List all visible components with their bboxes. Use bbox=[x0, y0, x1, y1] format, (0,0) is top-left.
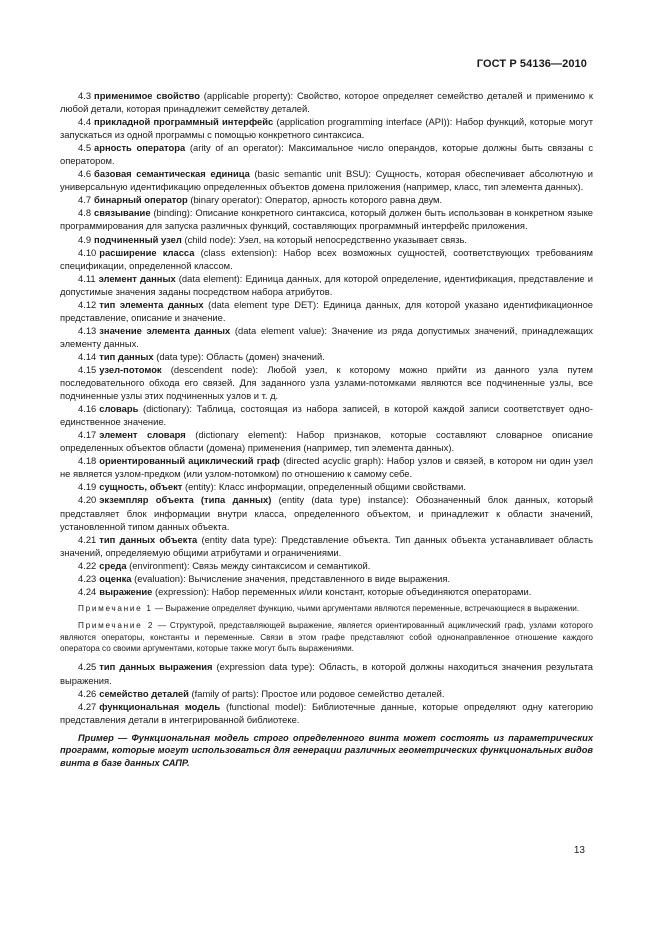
definitions-body bbox=[60, 89, 593, 769]
definition-number: 4.10 bbox=[78, 246, 97, 258]
definition-item bbox=[60, 559, 593, 572]
definition-text: (environment): Связь между синтаксисом и семантикой. bbox=[126, 559, 371, 571]
definition-number: 4.27 bbox=[78, 700, 97, 712]
definition-term: значение элемента данных bbox=[99, 324, 231, 336]
definition-term: экземпляр объекта (типа данных) bbox=[99, 494, 272, 506]
definition-text: (binding): Описание конкретного синтаксиса, который должен быть использован в конкретном языке программирования для запуска различных функций, составляющих программный интерфейс приложения. bbox=[60, 207, 593, 232]
definition-term: базовая семантическая единица bbox=[94, 168, 250, 180]
definition-text: (dictionary): Таблица, состоящая из набора записей, в которой каждой записи соответствует одно-единственное значение. bbox=[60, 403, 593, 428]
definition-term: арность оператора bbox=[94, 142, 186, 154]
definition-text: (applicable property): Свойство, которое определяет семейство деталей и применимо к любой детали, которая принадлежит семейству деталей. bbox=[60, 90, 593, 115]
definition-text: (arity of an operator): Максимальное число операндов, которые должны быть связаны с оператором. bbox=[60, 142, 594, 167]
definition-term: расширение класса bbox=[99, 246, 195, 258]
definitions-list-a bbox=[60, 89, 593, 598]
definition-item bbox=[60, 89, 593, 115]
definition-text: (dictionary element): Набор признаков, которые составляют словарное описание определенных объектов области (домена) применения (например, тип элемента данных). bbox=[60, 429, 594, 454]
definition-number: 4.19 bbox=[78, 481, 97, 493]
notes-list bbox=[60, 603, 593, 655]
document-standard-id: ГОСТ Р 54136—2010 bbox=[476, 58, 587, 70]
definition-item bbox=[60, 533, 593, 559]
definition-text: (functional model): Библиотечные данные, которые определяют одну категорию представления детали в интегрированной библиотеке. bbox=[60, 700, 593, 725]
definition-number: 4.20 bbox=[78, 494, 97, 506]
definition-item bbox=[60, 350, 593, 363]
definition-text: (expression data type): Область, в которой должны находиться значения результата выражения. bbox=[60, 661, 594, 686]
definition-item bbox=[60, 428, 593, 454]
definition-term: функциональная модель bbox=[99, 700, 221, 712]
note-text: — Выражение определяет функцию, чьими аргументами являются переменные, встречающиеся в выражении. bbox=[152, 603, 580, 613]
definition-text: (entity): Класс информации, определенный общими свойствами. bbox=[182, 481, 466, 493]
definition-item bbox=[60, 298, 593, 324]
definition-item bbox=[60, 115, 593, 141]
definition-number: 4.15 bbox=[78, 363, 97, 375]
definition-text: (data type): Область (домен) значений. bbox=[153, 350, 325, 362]
definition-number: 4.6 bbox=[78, 168, 92, 180]
definition-term: ориентированный ациклический граф bbox=[99, 455, 280, 467]
definition-number: 4.13 bbox=[78, 324, 97, 336]
definition-text: (class extension): Набор всех возможных сущностей, соответствующих требованиям спецификации, определенной классом. bbox=[60, 246, 594, 271]
definition-term: сущность, объект bbox=[99, 481, 183, 493]
definition-number: 4.23 bbox=[78, 572, 97, 584]
note-text: — Структурой, представляющей выражение, является ориентированный ациклический граф, узлами которого являются операторы, константы и переменные. Связи в этом графе представляют собой однонаправленное отношение каждого оператора со своими аргументами, которые также могут быть выражениями. bbox=[60, 621, 593, 654]
definition-number: 4.26 bbox=[78, 687, 97, 699]
note-item bbox=[60, 603, 593, 614]
definition-item bbox=[60, 324, 593, 350]
definition-term: элемент данных bbox=[98, 272, 176, 284]
definition-text: (evaluation): Вычисление значения, представленного в виде выражения. bbox=[131, 572, 451, 584]
definition-number: 4.24 bbox=[78, 585, 97, 597]
definitions-list-b bbox=[60, 660, 593, 725]
definition-item bbox=[60, 660, 593, 686]
definition-item bbox=[60, 493, 593, 532]
definition-term: среда bbox=[99, 559, 127, 571]
note-label: Примечание 2 bbox=[78, 621, 155, 631]
definition-term: прикладной программный интерфейс bbox=[94, 116, 274, 128]
definition-text: (binary operator): Оператор, арность которого равна двум. bbox=[187, 194, 443, 206]
note-label: Примечание 1 bbox=[78, 603, 153, 613]
definition-item bbox=[60, 206, 593, 232]
definition-item bbox=[60, 167, 593, 193]
definition-item bbox=[60, 572, 593, 585]
definition-term: применимое свойство bbox=[94, 90, 200, 101]
definition-text: (application programming interface (API)): Набор функций, которые могут запускаться из одной программы с помощью конкретного синтаксиса. bbox=[60, 116, 593, 141]
definition-text: (expression): Набор переменных и/или констант, которые объединяются операторами. bbox=[152, 585, 532, 597]
definition-text: (family of parts): Простое или родовое семейство деталей. bbox=[188, 687, 445, 699]
definition-text: (data element): Единица данных, для которой определение, идентификация, представление и допустимые значения заданы посредством набора атрибутов. bbox=[60, 272, 593, 297]
definition-term: бинарный оператор bbox=[94, 194, 188, 206]
definition-term: тип данных bbox=[99, 350, 154, 362]
definition-text: (basic semantic unit BSU): Сущность, которая обеспечивает абсолютную и универсальную идентификацию определенных объектов домена приложения (например, класс, тип элемента данных). bbox=[60, 168, 593, 193]
definition-number: 4.22 bbox=[78, 559, 97, 571]
definition-number: 4.11 bbox=[78, 272, 96, 284]
definition-term: тип данных объекта bbox=[99, 533, 198, 545]
definition-term: элемент словаря bbox=[99, 429, 186, 441]
definition-item bbox=[60, 193, 593, 206]
definition-text: (data element type DET): Единица данных, для которой указано идентификационное представление, описание и значение. bbox=[60, 298, 593, 323]
definition-item bbox=[60, 272, 593, 298]
definition-number: 4.4 bbox=[78, 116, 92, 128]
definition-item bbox=[60, 246, 593, 272]
definition-number: 4.17 bbox=[78, 429, 97, 441]
definition-number: 4.21 bbox=[78, 533, 97, 545]
definition-text: (child node): Узел, на который непосредственно указывает связь. bbox=[181, 233, 468, 245]
definition-text: (entity data type): Представление объекта. Тип данных объекта устанавливает область значений, определяемую общими атрибутами и ограничениями. bbox=[60, 533, 593, 558]
definition-text: (descendent node): Любой узел, к которому можно прийти из данного узла путем последовательного обхода его связей. Для заданного узла узлами-потомками являются все подчиненные узлы, все подчиненные узлы этих подчиненных узлов и т. д. bbox=[60, 363, 593, 402]
note-item bbox=[60, 620, 593, 654]
definition-term: тип данных выражения bbox=[99, 661, 213, 673]
definition-number: 4.7 bbox=[78, 194, 92, 206]
definition-term: тип элемента данных bbox=[99, 298, 204, 310]
definition-term: связывание bbox=[94, 207, 151, 219]
definition-term: семейство деталей bbox=[99, 687, 189, 699]
definition-text: (directed acyclic graph): Набор узлов и связей, в котором ни один узел не является узлом-предком (или узлом-потомком) по отношению к самому себе. bbox=[60, 455, 594, 480]
definition-item bbox=[60, 141, 593, 167]
definition-item bbox=[60, 402, 593, 428]
definition-item bbox=[60, 700, 593, 726]
definition-text: (data element value): Значение из ряда допустимых значений, принадлежащих элементу данных. bbox=[60, 324, 593, 349]
definition-item bbox=[60, 687, 593, 700]
definition-term: узел-потомок bbox=[99, 363, 162, 375]
definition-number: 4.12 bbox=[78, 298, 97, 310]
definition-item bbox=[60, 454, 593, 480]
definition-number: 4.25 bbox=[78, 661, 97, 673]
page-number: 13 bbox=[573, 845, 585, 856]
definition-item bbox=[60, 233, 593, 246]
definition-item bbox=[60, 363, 593, 402]
definition-number: 4.14 bbox=[78, 350, 97, 362]
definition-number: 4.3 bbox=[78, 90, 92, 101]
definition-number: 4.16 bbox=[78, 403, 97, 415]
definition-term: выражение bbox=[99, 585, 153, 597]
definition-term: словарь bbox=[99, 403, 139, 415]
definition-item bbox=[60, 585, 593, 598]
definition-text: (entity (data type) instance): Обозначенный блок данных, который представляет блок информации внутри класса, определенного объектом, и принадлежит к области значений, установленной типом данных объекта. bbox=[60, 494, 593, 532]
definition-term: подчиненный узел bbox=[94, 233, 182, 245]
definition-number: 4.9 bbox=[78, 233, 92, 245]
definition-number: 4.18 bbox=[78, 455, 97, 467]
definition-item bbox=[60, 480, 593, 493]
example-paragraph: Пример — Функциональная модель строго определенного винта может состоять из параметрических программ, которые могут использоваться для генерации различных геометрических функциональных видов винта в базе данных САПР. bbox=[60, 732, 593, 768]
definition-number: 4.5 bbox=[78, 142, 92, 154]
definition-number: 4.8 bbox=[78, 207, 92, 219]
definition-term: оценка bbox=[99, 572, 132, 584]
